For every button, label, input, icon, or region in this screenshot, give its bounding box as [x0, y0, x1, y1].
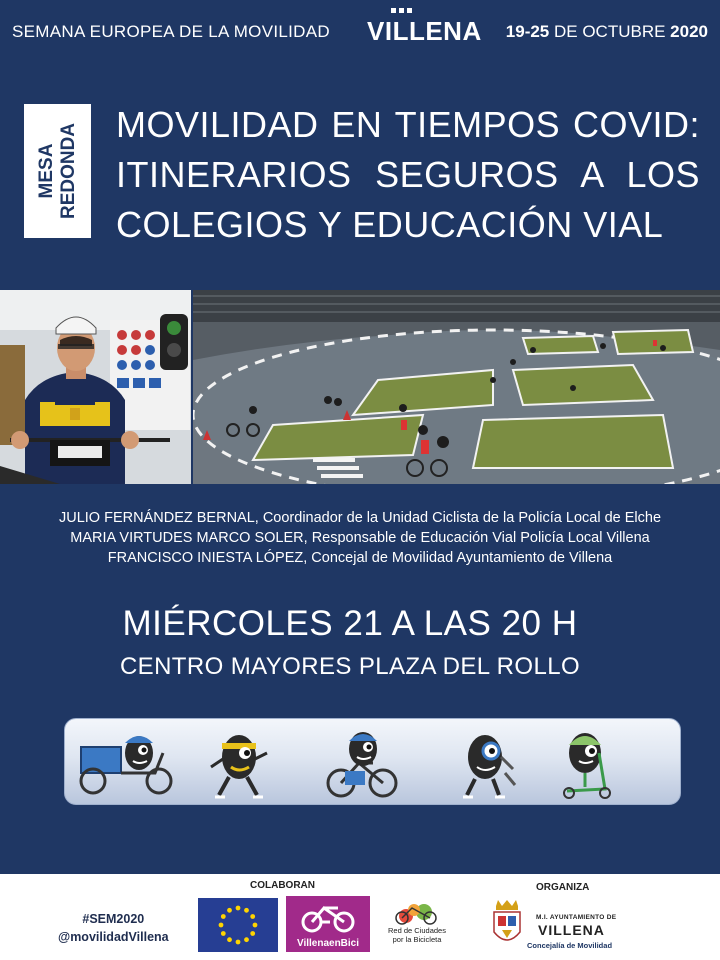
- officer-photo: [0, 290, 191, 484]
- bicycle-icon: [382, 898, 452, 926]
- handcyclist-mascot-icon: [453, 723, 523, 803]
- villena-logo: [367, 10, 482, 47]
- speaker-3: FRANCISCO INIESTA LÓPEZ, Concejal de Movilidad Ayuntamiento de Villena: [107, 550, 613, 566]
- speaker-2: MARIA VIRTUDES MARCO SOLER, Responsable de Educación Vial Policía Local Villena: [70, 530, 650, 546]
- event-venue: CENTRO MAYORES PLAZA DEL ROLLO: [119, 653, 581, 680]
- ayto-department: Concejalía de Movilidad: [527, 941, 613, 950]
- photo-row: [0, 290, 720, 484]
- dates-month: DE OCTUBRE: [549, 22, 671, 41]
- villenaenbici-logo: [286, 896, 370, 952]
- dates-days: 19-25: [505, 22, 550, 41]
- badge-line-2: REDONDA: [57, 122, 79, 220]
- social-handle: @movilidadVillena: [58, 930, 169, 944]
- eu-flag-icon: [198, 898, 278, 952]
- cyclist-mascot-icon: [323, 723, 403, 803]
- collaborators-label: COLABORAN: [250, 880, 315, 891]
- speaker-1: JULIO FERNÁNDEZ BERNAL, Coordinador de la Unidad Ciclista de la Policía Local de Elche: [58, 510, 662, 526]
- villenaenbici-label: VillenaenBici: [296, 938, 360, 949]
- organizer-label: ORGANIZA: [536, 882, 590, 893]
- round-table-badge: [24, 104, 91, 238]
- red-ciudades-label: [382, 926, 452, 944]
- header-bar: [0, 0, 720, 70]
- hashtag: #SEM2020: [82, 912, 145, 926]
- social-tags: [58, 910, 169, 946]
- main-title: MOVILIDAD EN TIEMPOS COVID: ITINERARIOS SEGUROS A LOS COLEGIOS Y EDUCACIÓN VIAL: [116, 104, 700, 245]
- dates-year: 2020: [670, 22, 708, 41]
- speaker-list: [0, 508, 720, 568]
- cargo-bike-mascot-icon: [75, 723, 185, 803]
- coat-of-arms-icon: [490, 898, 524, 948]
- traffic-education-arena-photo: [193, 290, 720, 484]
- badge-line-1: MESA: [35, 143, 57, 199]
- red-ciudades-line-2: por la Bicicleta: [392, 935, 442, 944]
- villena-logo-text: VILLENA: [367, 16, 482, 46]
- event-dates: [506, 22, 708, 42]
- red-ciudades-logo: [382, 898, 452, 954]
- bicycle-icon: [286, 896, 370, 936]
- runner-mascot-icon: [205, 723, 275, 803]
- scooter-mascot-icon: [553, 723, 623, 803]
- red-ciudades-line-1: Red de Ciudades: [388, 926, 446, 935]
- footer: [0, 874, 720, 960]
- ayto-name: VILLENA: [538, 922, 605, 938]
- event-series-name: SEMANA EUROPEA DE LA MOVILIDAD: [12, 22, 330, 41]
- ayto-prefix: M.I. AYUNTAMIENTO DE: [536, 914, 617, 921]
- event-date-time: MIÉRCOLES 21 A LAS 20 H: [122, 604, 578, 643]
- mascot-strip: [64, 718, 681, 805]
